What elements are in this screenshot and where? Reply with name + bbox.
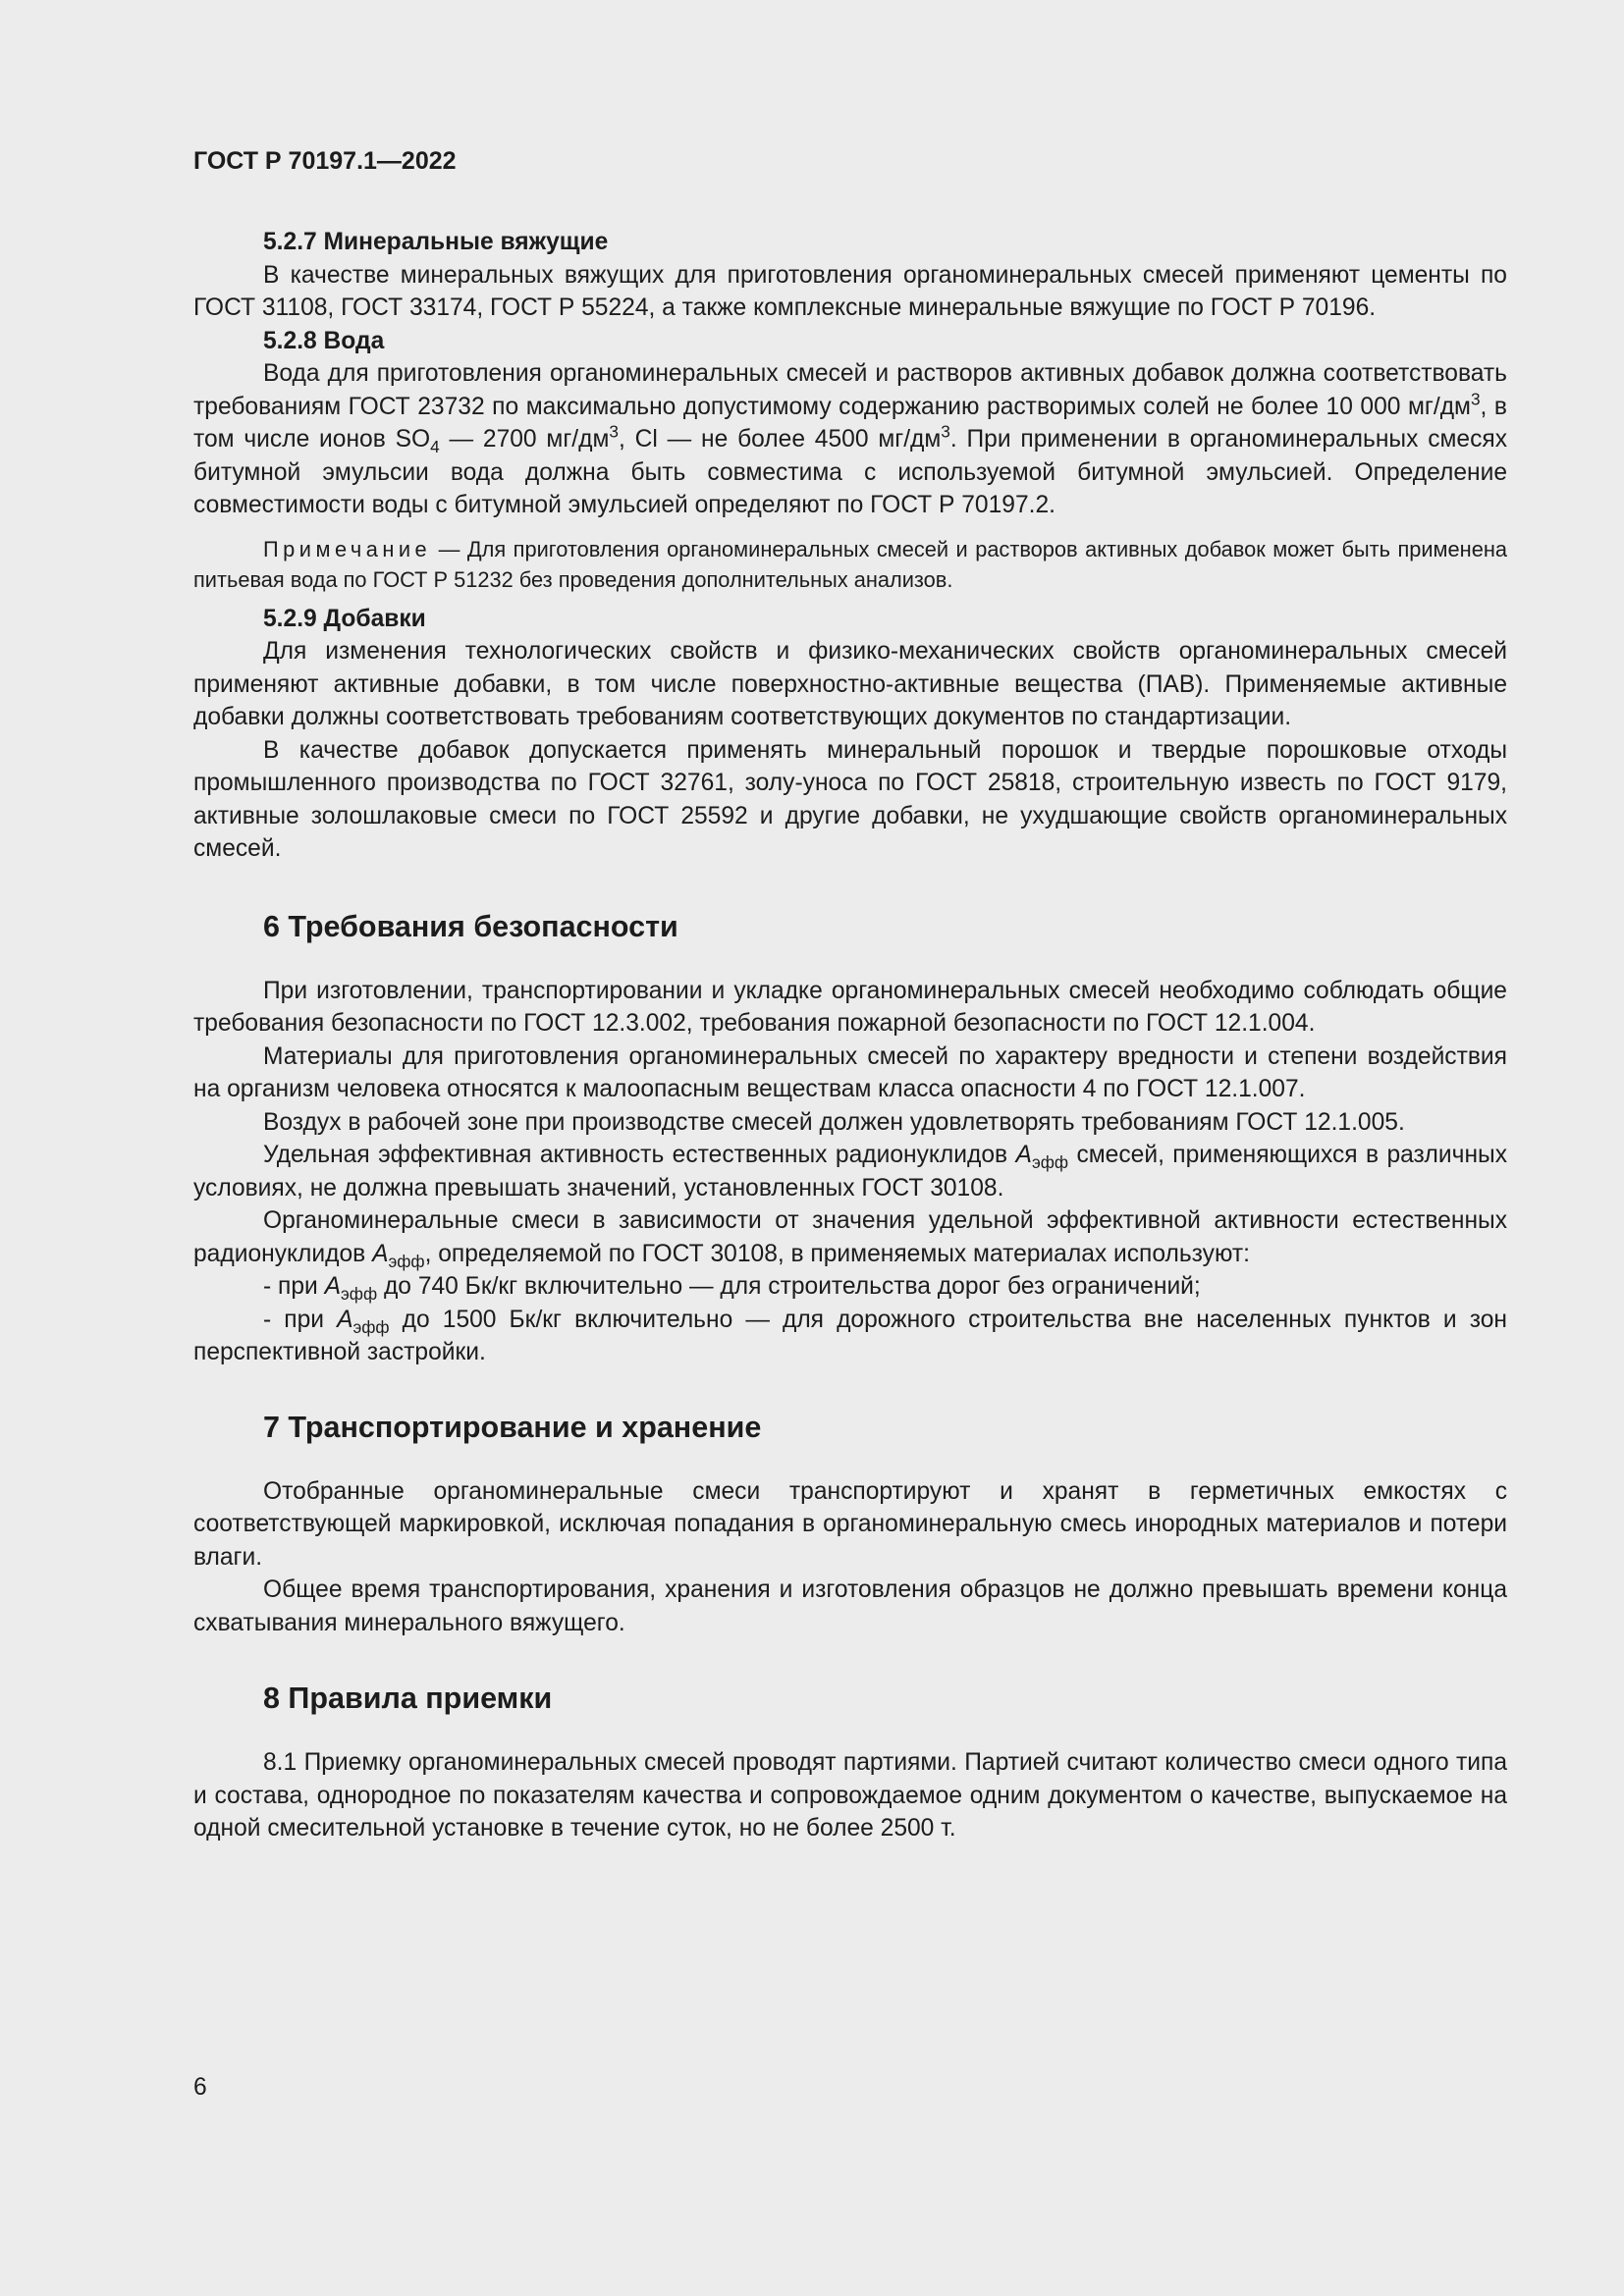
paragraph: Органоминеральные смеси в зависимости от значения удельной эффективной активности естественных радионуклидов $А_{эфф}$, определяемой по ГОСТ 30108, в применяемых материалах используют: <box>193 1207 1507 1271</box>
paragraph: Воздух в рабочей зоне при производстве смесей должен удовлетворять требованиям ГОСТ 12.1.005. <box>263 1108 1405 1136</box>
paragraph: При изготовлении, транспортировании и укладке органоминеральных смесей необходимо соблюдать общие требования безопасности по ГОСТ 12.3.002, требования пожарной безопасности по ГОСТ 12.1.004. <box>193 977 1507 1037</box>
paragraph: Отобранные органоминеральные смеси транспортируют и хранят в герметичных емкостях с соответствующей маркировкой, исключая попадания в органоминеральную смесь инородных материалов и потери влаги. <box>193 1477 1507 1571</box>
subsection-5-2-8-title: 5.2.8 Вода <box>263 327 385 354</box>
paragraph: В качестве добавок допускается применять минеральный порошок и твердые порошковые отходы промышленного производства по ГОСТ 32761, золу-уноса по ГОСТ 25818, строительную известь по ГОСТ 9179, активные золошлаковые смеси по ГОСТ 25592 и другие добавки, не ухудшающие свойств органоминеральных смесей. <box>193 736 1507 862</box>
note-label: Примечание <box>263 536 432 561</box>
note: Примечание — Для приготовления органоминеральных смесей и растворов активных добавок может быть применена питьевая вода по ГОСТ Р 51232 без проведения дополнительных анализов. <box>193 536 1507 592</box>
paragraph: В качестве минеральных вяжущих для приготовления органоминеральных смесей применяют цементы по ГОСТ 31108, ГОСТ 33174, ГОСТ Р 55224, а также комплексные минеральные вяжущие по ГОСТ Р 70196. <box>193 261 1507 321</box>
paragraph-water: Вода для приготовления органоминеральных смесей и растворов активных добавок должна соответствовать требованиям ГОСТ 23732 по максимально допустимому содержанию растворимых солей не более 10 000 $мг/дм^3$, в том числе ионов $SO_4$ — 2700 $мг/дм^3$, Cl — не более 4500 $мг/дм^3$. При применении в органоминеральных смесях битумной эмульсии вода должна быть совместима с используемой битумной эмульсией. Определение совместимости воды с битумной эмульсией определяют по ГОСТ Р 70197.2. <box>193 360 1507 518</box>
page-number: 6 <box>193 2074 207 2101</box>
section-6-heading: 6 Требования безопасности <box>263 909 678 943</box>
paragraph: Общее время транспортирования, хранения и изготовления образцов не должно превышать времени конца схватывания минерального вяжущего. <box>193 1576 1507 1636</box>
section-8-heading: 8 Правила приемки <box>263 1682 553 1715</box>
list-item: - при $А_{эфф}$ до 1500 Бк/кг включительно — для дорожного строительства вне населенных пунктов и зон перспективной застройки. <box>193 1306 1507 1365</box>
subsection-5-2-9-title: 5.2.9 Добавки <box>263 605 426 632</box>
document-code: ГОСТ Р 70197.1—2022 <box>193 147 457 175</box>
list-item: - при $А_{эфф}$ до 740 Бк/кг включительно — для строительства дорог без ограничений; <box>263 1273 1201 1305</box>
subsection-5-2-7-title: 5.2.7 Минеральные вяжущие <box>263 229 609 255</box>
paragraph: Удельная эффективная активность естественных радионуклидов $А_{эфф}$ смесей, применяющихся в различных условиях, не должна превышать значений, установленных ГОСТ 30108. <box>193 1142 1508 1201</box>
paragraph: Для изменения технологических свойств и физико-механических свойств органоминеральных смесей применяют активные добавки, в том числе поверхностно-активные вещества (ПАВ). Применяемые активные добавки должны соответствовать требованиям соответствующих документов по стандартизации. <box>193 638 1507 730</box>
paragraph: Материалы для приготовления органоминеральных смесей по характеру вредности и степени воздействия на организм человека относятся к малоопасным веществам класса опасности 4 по ГОСТ 12.1.007. <box>193 1042 1507 1102</box>
document-page <box>193 147 1507 1845</box>
section-7-heading: 7 Транспортирование и хранение <box>263 1410 762 1444</box>
paragraph: 8.1 Приемку органоминеральных смесей проводят партиями. Партией считают количество смеси одного типа и состава, однородное по показателям качества и сопровождаемое одним документом о качестве, выпускаемое на одной смесительной установке в течение суток, но не более 2500 т. <box>193 1749 1507 1842</box>
